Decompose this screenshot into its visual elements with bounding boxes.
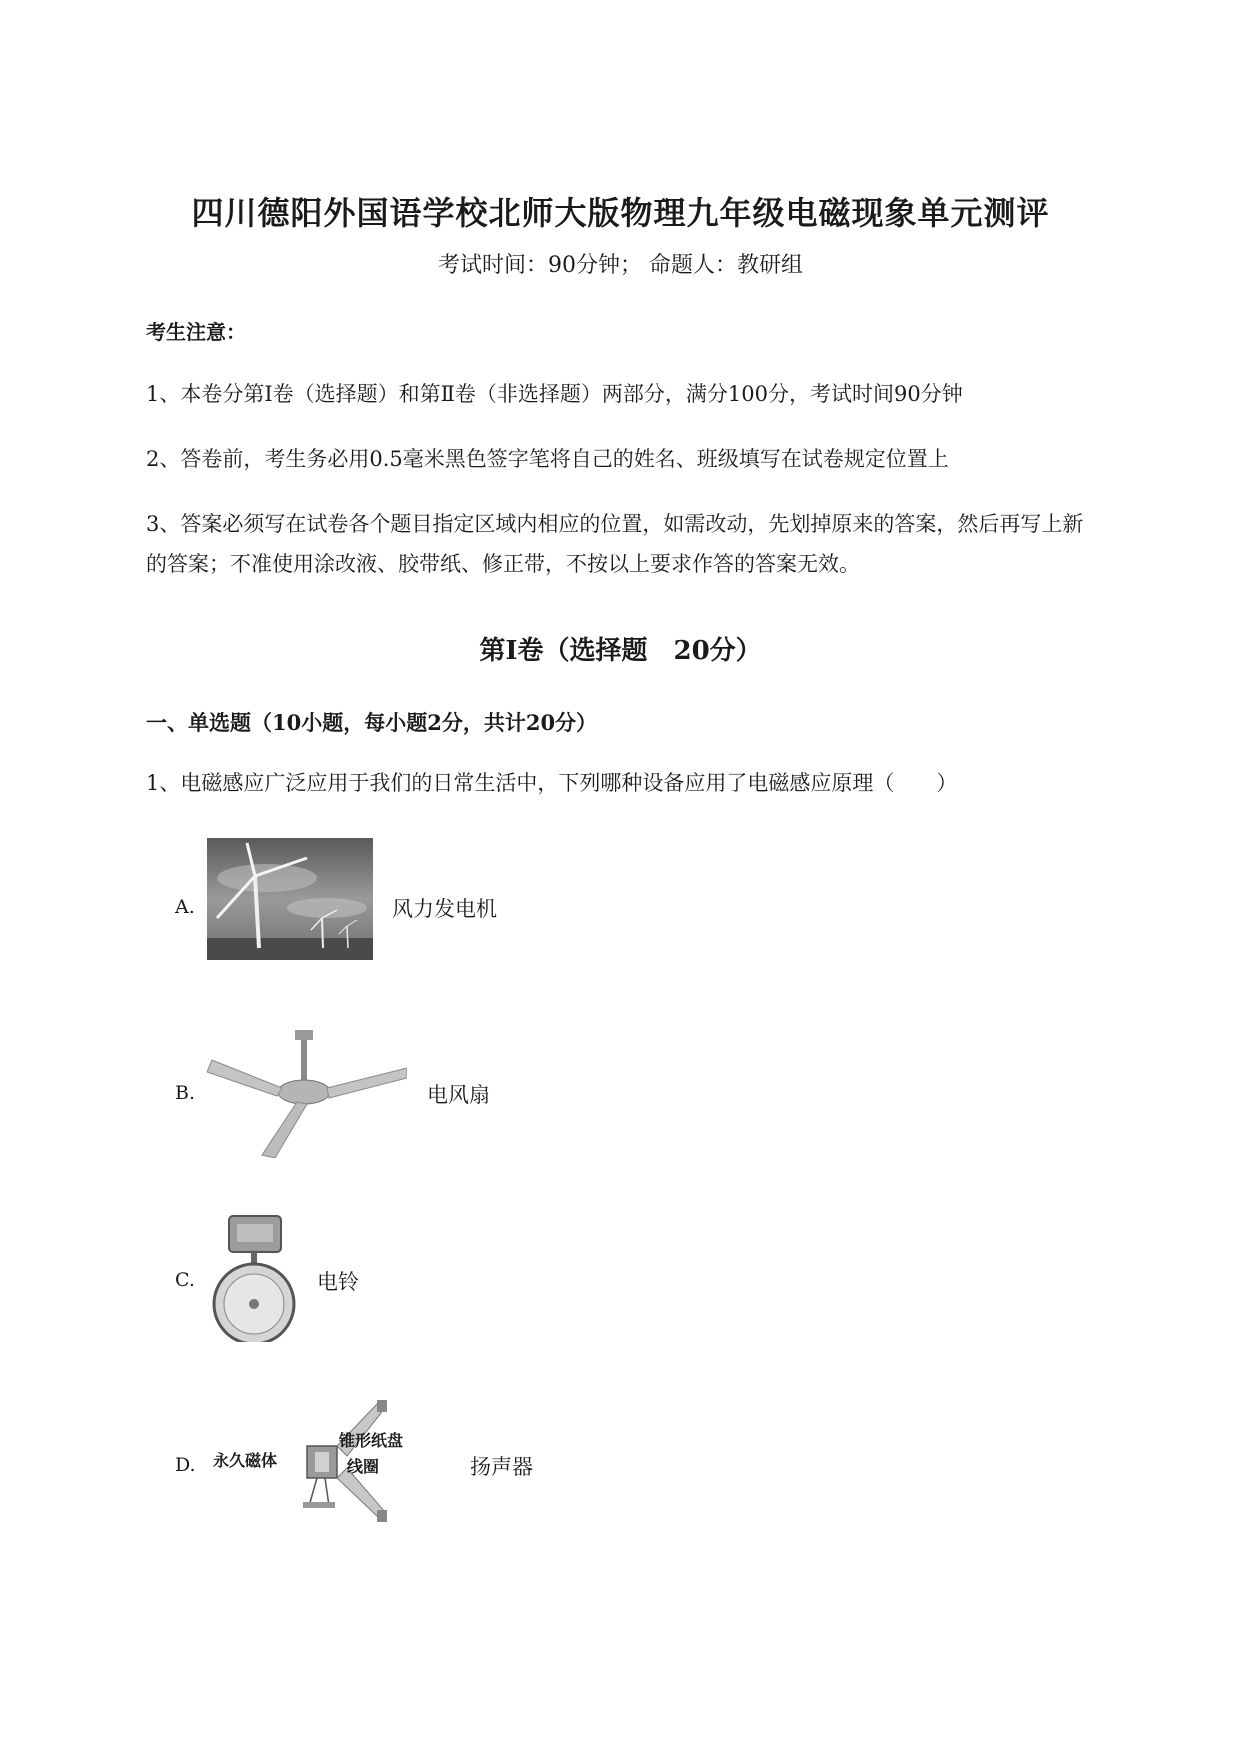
option-b-letter: B. — [175, 1082, 196, 1104]
cone-label: 锥形纸盘 — [339, 1431, 404, 1450]
notice-heading: 考生注意： — [146, 320, 246, 344]
option-d-text: 扬声器 — [470, 1455, 533, 1479]
section-title: 第Ⅰ卷（选择题 20分） — [479, 636, 762, 666]
notice-item-3-cont: 的答案；不准使用涂改液、胶带纸、修正带，不按以上要求作答的答案无效。 — [146, 552, 860, 576]
option-a-text: 风力发电机 — [392, 897, 497, 921]
option-b-text: 电风扇 — [427, 1083, 490, 1107]
option-c-text: 电铃 — [317, 1270, 359, 1294]
option-d-letter: D. — [175, 1454, 196, 1476]
option-c-letter: C. — [175, 1269, 195, 1291]
loudspeaker-diagram-icon — [207, 1396, 452, 1526]
electric-bell-photo-icon — [207, 1212, 301, 1342]
wind-turbine-photo-icon — [207, 838, 373, 960]
notice-item-2: 2、答卷前，考生务必用0.5毫米黑色签字笔将自己的姓名、班级填写在试卷规定位置上 — [146, 447, 949, 471]
notice-item-3: 3、答案必须写在试卷各个题目指定区域内相应的位置，如需改动，先划掉原来的答案，然后再写上新 — [146, 512, 1084, 536]
exam-subtitle: 考试时间：90分钟； 命题人：教研组 — [438, 253, 803, 278]
question-1-text: 1、电磁感应广泛应用于我们的日常生活中，下列哪种设备应用了电磁感应原理（ ） — [146, 771, 958, 795]
ceiling-fan-photo-icon — [207, 1030, 407, 1158]
coil-label: 线圈 — [347, 1457, 380, 1476]
notice-item-1: 1、本卷分第Ⅰ卷（选择题）和第Ⅱ卷（非选择题）两部分，满分100分，考试时间90分钟 — [146, 382, 963, 406]
part-heading: 一、单选题（10小题，每小题2分，共计20分） — [146, 710, 598, 735]
exam-title: 四川德阳外国语学校北师大版物理九年级电磁现象单元测评 — [191, 194, 1050, 232]
option-a-letter: A. — [175, 896, 195, 918]
magnet-label: 永久磁体 — [213, 1451, 278, 1470]
